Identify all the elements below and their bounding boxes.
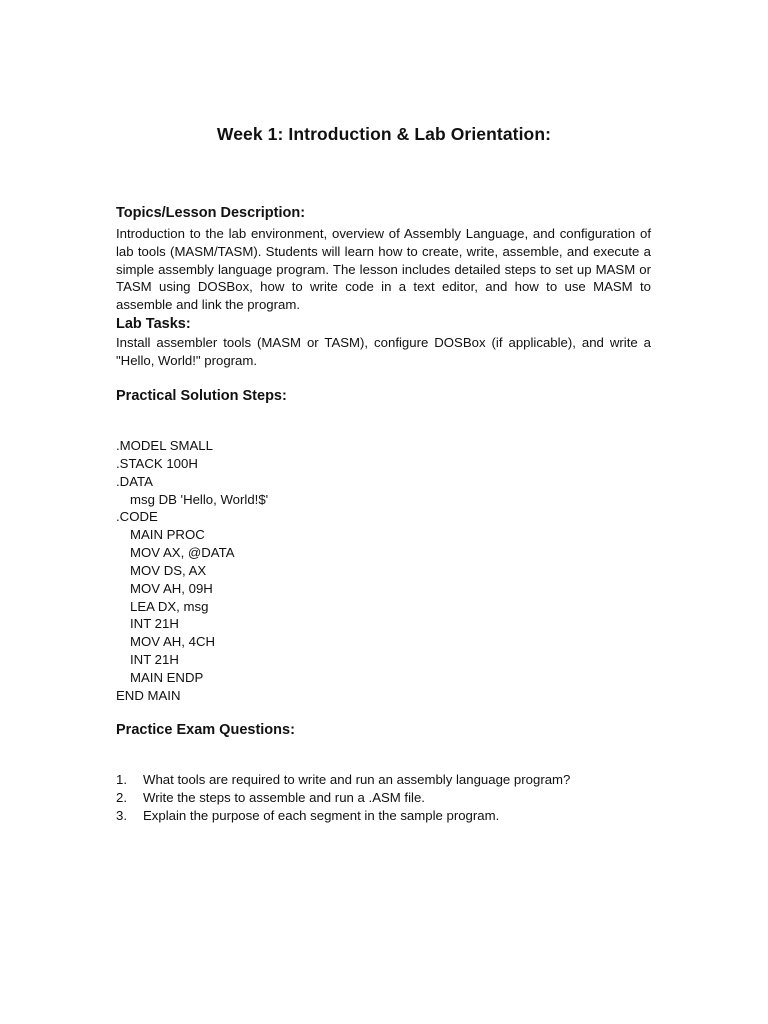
- code-line: .STACK 100H: [116, 455, 198, 471]
- code-line: MAIN ENDP: [130, 669, 204, 685]
- question-number: 2.: [116, 790, 127, 805]
- question-item: [116, 771, 651, 789]
- code-line: msg DB 'Hello, World!$': [130, 491, 269, 507]
- question-text: What tools are required to write and run an assembly language program?: [143, 772, 571, 787]
- topics-heading: Topics/Lesson Description:: [116, 205, 306, 221]
- page-title: Week 1: Introduction & Lab Orientation:: [216, 124, 552, 144]
- code-line: INT 21H: [130, 652, 179, 668]
- question-item: [116, 789, 651, 807]
- code-line: .DATA: [116, 473, 153, 489]
- code-line: INT 21H: [130, 616, 179, 632]
- question-number: 1.: [116, 772, 127, 787]
- exam-heading: Practice Exam Questions:: [116, 722, 295, 738]
- question-list: [116, 771, 651, 825]
- code-line: MOV AX, @DATA: [130, 545, 235, 561]
- code-line: MOV AH, 09H: [130, 580, 213, 596]
- question-number: 3.: [116, 808, 127, 823]
- code-line: MOV DS, AX: [130, 562, 207, 578]
- code-line: MOV AH, 4CH: [130, 634, 216, 650]
- question-text: Write the steps to assemble and run a .ASM file.: [143, 790, 425, 805]
- code-line: MAIN PROC: [130, 527, 205, 543]
- code-line: .MODEL SMALL: [116, 438, 213, 453]
- code-line: END MAIN: [116, 687, 181, 703]
- code-line: .CODE: [116, 509, 158, 525]
- lab-tasks-heading: Lab Tasks:: [116, 316, 191, 332]
- code-listing: [116, 437, 268, 705]
- question-item: [116, 807, 651, 825]
- lab-tasks-paragraph: Install assembler tools (MASM or TASM), configure DOSBox (if applicable), and write a "Hello, World!" program.: [116, 335, 651, 368]
- topics-paragraph: Introduction to the lab environment, overview of Assembly Language, and configuration of lab tools (MASM/TASM). Students will learn how to create, write, assemble, and execute a simple assembly language program. The lesson includes detailed steps to set up MASM or TASM using DOSBox, how to write code in a text editor, and how to use MASM to assemble and link the program.: [116, 226, 651, 313]
- question-text: Explain the purpose of each segment in the sample program.: [143, 808, 500, 823]
- practical-heading: Practical Solution Steps:: [116, 388, 287, 404]
- code-line: LEA DX, msg: [130, 598, 209, 614]
